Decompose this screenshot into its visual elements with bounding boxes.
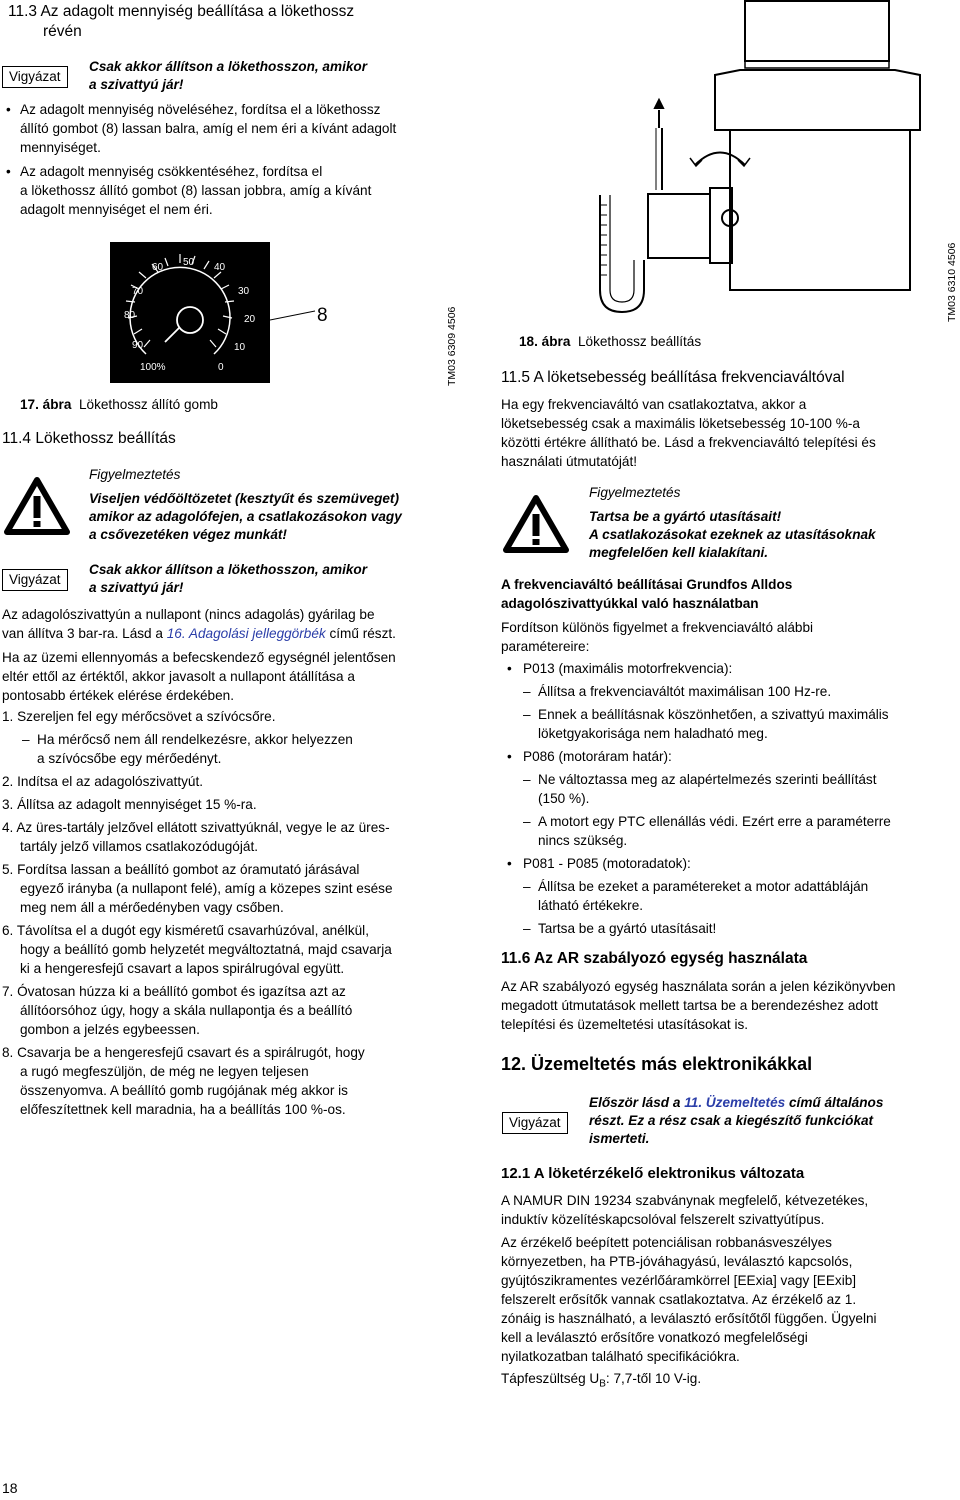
step-3: 3. Állítsa az adagolt mennyiséget 15 %-ra.	[2, 797, 257, 812]
warning-triangle-icon	[3, 476, 71, 536]
caution-label-2: Vigyázat	[2, 569, 68, 591]
dial-tick-40: 40	[214, 262, 226, 273]
param-p081-dash-1: – Állítsa be ezeket a paramétereket a motor adattábláján látható értékekre.	[523, 879, 869, 913]
callout-line	[270, 305, 320, 325]
bullet-increase: • Az adagolt mennyiség növeléséhez, fordítsa el a lökethossz állító gombot (8) lassan balra, amíg el nem éri a kívánt adagolt mennyiséget.	[6, 102, 397, 155]
warning-block: Figyelmeztetés Viseljen védőöltözetet (kesztyűt és szemüveget) amikor az adagolófejen, a csatlakozásokon vagy a csővezetéken végez munkát!	[89, 467, 402, 542]
parameter-list	[501, 659, 956, 938]
step-5: 5. Fordítsa lassan a beállító gombot az óramutató járásával egyező irányba (a nullapont felé), amíg a közepes szint esése meg nem áll a mérőedényben vagy csőben.	[2, 862, 393, 915]
parameters-intro: Fordítson különös figyelmet a frekvenciaváltó alábbi paramétereire:	[501, 620, 814, 654]
stroke-length-dial-figure	[110, 242, 270, 383]
dial-tick-20: 20	[244, 314, 256, 325]
param-p086-dash-1: – Ne változtassa meg az alapértelmezés szerinti beállítást (150 %).	[523, 772, 877, 806]
section-12-1-title: 12.1 A löketérzékelő elektronikus változata	[501, 1165, 805, 1182]
dial-tick-30: 30	[238, 286, 250, 297]
section-11-5-title: 11.5 A löketsebesség beállítása frekvenciaváltóval	[501, 369, 845, 386]
caution-label: Vigyázat	[2, 66, 68, 88]
param-p081-dash-2: – Tartsa be a gyártó utasításait!	[523, 921, 717, 936]
step-4: 4. Az üres-tartály jelzővel ellátott szivattyúknál, vegye le az üres- tartály jelző villamos csatlakozódugóját.	[2, 820, 390, 854]
step-8: 8. Csavarja be a hengeresfejű csavart és a spirálrugót, hogy a rugó megfeszüljön, de még ne legyen teljesen összenyomva. A beállító gomb rugójának még akkor is előfeszítettnek kell maradnia, ha a beállítás 100 %-os.	[2, 1045, 365, 1117]
pump-stroke-adjustment-drawing	[580, 0, 940, 330]
caution-label-3: Vigyázat	[502, 1112, 568, 1134]
freq-converter-paragraph: Ha egy frekvenciaváltó van csatlakoztatva, akkor a löketsebesség csak a maximális löketsebesség 10-100 %-a közötti értékre állítható be. Lásd a frekvenciaváltó telepítési és használati útmutatóját!	[501, 397, 876, 469]
section-12-title: 12. Üzemeltetés más elektronikákkal	[501, 1054, 813, 1074]
param-p081-p085: • P081 - P085 (motoradatok):	[507, 856, 691, 871]
link-adagolasi-jelleggorbek[interactable]: 16. Adagolási jelleggörbék	[166, 626, 326, 641]
grundfos-subheading: A frekvenciaváltó beállításai Grundfos Alldos adagolószivattyúkkal való használatban	[501, 577, 793, 611]
namur-paragraph: A NAMUR DIN 19234 szabványnak megfelelő, kétvezetékes, induktív közelítéskapcsolóval felszerelt szivattyútípus.	[501, 1193, 869, 1227]
dial-tick-0: 0	[218, 362, 224, 373]
supply-voltage: Tápfeszültség $U_B$: 7,7-től 10 V-ig.	[501, 1371, 702, 1390]
caution-text-3: Először lásd a 11. Üzemeltetés című általános részt. Ez a rész csak a kiegészítő funkciókat ismerteti.	[589, 1095, 884, 1146]
sensor-paragraph: Az érzékelő beépített potenciálisan robbanásveszélyes környezetben, ha PTB-jóváhagyású, leválasztó kapcsolós, gyújtószikramentes vezérlőáramkörrel [EExia] vagy [EExib] felszerelt erősítők vannak csatlakoztatva. Az érzékelő az 1. zónáig is használható, a leválasztó erősítőtől függően. Ügyelni kell a leválasztó erősítőre vonatkozó megfelelőségi nyilatkozatban található specifikációkra.	[501, 1235, 877, 1364]
param-p013: • P013 (maximális motorfrekvencia):	[507, 661, 733, 676]
step-list	[2, 707, 467, 1119]
dial-tick-80: 80	[124, 310, 136, 321]
tm-code-fig18: TM03 6310 4506	[946, 242, 958, 322]
dial-tick-100: 100%	[140, 362, 166, 373]
param-p013-dash-1: – Állítsa a frekvenciaváltót maximálisan 100 Hz-re.	[523, 684, 832, 699]
step-1: 1. Szereljen fel egy mérőcsövet a szívócsőre.	[2, 709, 276, 724]
param-p013-dash-2: – Ennek a beállításnak köszönhetően, a szivattyú maximális löketgyakorisága nem haladható meg.	[523, 707, 889, 741]
param-p086-dash-2: – A motort egy PTC ellenállás védi. Ezért erre a paraméterre nincs szükség.	[523, 814, 891, 848]
dial-tick-60: 60	[152, 262, 164, 273]
tm-code-fig17: TM03 6309 4506	[446, 306, 458, 386]
step-7: 7. Óvatosan húzza ki a beállító gombot és igazítsa azt az állítóorsóhoz úgy, hogy a skála nullapontja és a beállító gombon a jelzés egybeessen.	[2, 984, 353, 1037]
dial-tick-70: 70	[132, 286, 144, 297]
figure-18-caption: 18. ábra Lökethossz beállítás	[519, 334, 702, 349]
caution-text-2: Csak akkor állítson a lökethosszon, amikor a szivattyú jár!	[89, 562, 368, 595]
dial-tick-90: 90	[132, 340, 144, 351]
bullet-decrease: • Az adagolt mennyiség csökkentéséhez, fordítsa el a lökethossz állító gombot (8) lassan jobbra, amíg a kívánt adagolt mennyiséget el nem éri.	[6, 164, 372, 217]
dial-graphic	[110, 242, 270, 383]
caution-text: Csak akkor állítson a lökethosszon, amikor a szivattyú jár!	[89, 59, 368, 92]
dial-tick-50: 50	[183, 257, 195, 268]
ar-unit-paragraph: Az AR szabályozó egység használata során a jelen kézikönyvben megadott útmutatások mellett tartsa be a berendezéshez adott telepítési és üzemeltetési utasításokat is.	[501, 979, 896, 1032]
warning-block-2: Figyelmeztetés Tartsa be a gyártó utasításait! A csatlakozásokat ezeknek az utasításoknak megfelelően kell kialakítani.	[589, 485, 876, 560]
step-2: 2. Indítsa el az adagolószivattyút.	[2, 774, 204, 789]
backpressure-paragraph: Ha az üzemi ellennyomás a befecskendező egységnél jelentősen eltér ettől az értéktől, akkor javasolt a nullapont átállítása a pontosabb értékek elérése érdekében.	[2, 650, 396, 703]
step-6: 6. Távolítsa el a dugót egy kisméretű csavarhúzóval, anélkül, hogy a beállító gomb helyzetét megváltoztatná, majd csavarja ki a hengeresfejű csavart a lapos spirálrugóval együtt.	[2, 923, 392, 976]
param-p086: • P086 (motoráram határ):	[507, 749, 672, 764]
dial-tick-10: 10	[234, 342, 246, 353]
callout-8: 8	[317, 305, 328, 326]
page-number: 18	[2, 1480, 18, 1496]
figure-17-caption: 17. ábra Lökethossz állító gomb	[20, 397, 218, 412]
link-uzemeltetes[interactable]: 11. Üzemeltetés	[684, 1095, 786, 1110]
zero-point-paragraph: Az adagolószivattyún a nullapont (nincs adagolás) gyárilag be van állítva 3 bar-ra. Lásd a 16. Adagolási jelleggörbék című részt.	[2, 607, 396, 641]
warning-triangle-icon-2	[502, 494, 570, 554]
section-11-6-title: 11.6 Az AR szabályozó egység használata	[501, 950, 808, 967]
step-1-dash: – Ha mérőcső nem áll rendelkezésre, akkor helyezzen a szívócsőbe egy mérőedényt.	[22, 732, 353, 766]
section-11-3-title: 11.3 Az adagolt mennyiség beállítása a lökethossz révén	[8, 3, 355, 40]
section-11-4-title: 11.4 Lökethossz beállítás	[2, 430, 176, 447]
